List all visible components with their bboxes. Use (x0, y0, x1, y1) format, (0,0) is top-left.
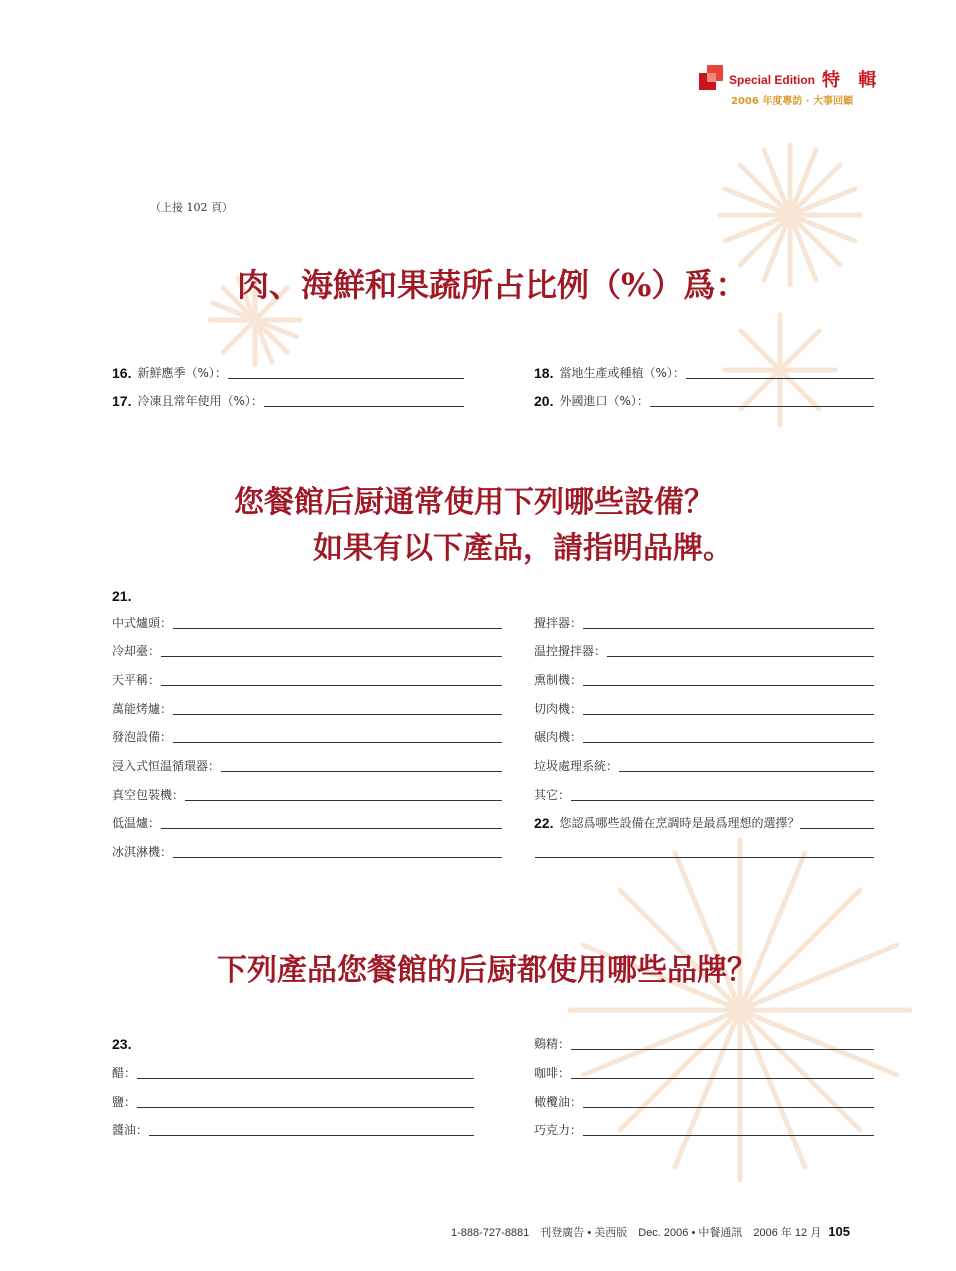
answer-line[interactable] (173, 628, 502, 629)
field-label: 碾肉機： (534, 730, 583, 744)
section3-title: 下列產品您餐館的后厨都使用哪些品牌？ (217, 953, 757, 988)
field-label: 冷却臺： (112, 644, 161, 658)
field-brand[interactable] (534, 1034, 874, 1052)
section2-title-line1: 您餐館后厨通常使用下列哪些設備？ (234, 485, 714, 520)
answer-line[interactable] (149, 1135, 474, 1136)
field-equipment[interactable] (534, 641, 874, 659)
answer-line[interactable] (137, 1107, 474, 1108)
field-label: 中式爐頭： (112, 616, 173, 630)
field-equipment[interactable] (112, 813, 502, 831)
field-label: 真空包裝機： (112, 788, 185, 802)
answer-line[interactable] (221, 771, 502, 772)
field-label: 低温爐： (112, 816, 161, 830)
field-label: 冷凍且常年使用（%）： (137, 394, 263, 408)
answer-line[interactable] (161, 656, 502, 657)
question-number: 20. (534, 393, 554, 409)
field-brand[interactable] (534, 1120, 874, 1138)
field-q16[interactable] (112, 363, 464, 381)
field-q18[interactable] (534, 363, 874, 381)
field-label: 天平稱： (112, 673, 161, 687)
answer-line[interactable] (800, 828, 874, 829)
field-label: 醬油： (112, 1123, 149, 1137)
special-edition-logo-icon (699, 65, 725, 91)
field-equipment[interactable] (112, 727, 502, 745)
field-label: 攪拌器： (534, 616, 583, 630)
question-number: 17. (112, 393, 132, 409)
edition-subtitle: 2006 年度專訪 · 大事回顧 (731, 96, 854, 107)
field-label: 發泡設備： (112, 730, 173, 744)
field-equipment[interactable] (112, 756, 502, 774)
field-label: 醋： (112, 1066, 137, 1080)
field-label: 萬能烤爐： (112, 702, 173, 716)
field-equipment[interactable] (534, 785, 874, 803)
field-equipment[interactable] (534, 670, 874, 688)
field-label: 新鮮應季（%）： (137, 366, 227, 380)
field-equipment[interactable] (534, 699, 874, 717)
field-label: 您認爲哪些設備在烹調時是最爲理想的選擇？ (559, 816, 800, 830)
answer-line[interactable] (173, 857, 502, 858)
answer-line[interactable] (607, 656, 874, 657)
answer-line[interactable] (583, 714, 874, 715)
field-label: 巧克力： (534, 1123, 583, 1137)
continued-note: （上接 102 頁） (150, 201, 233, 214)
field-label: 浸入式恒温循環器： (112, 759, 221, 773)
section1-title: 肉、海鮮和果蔬所占比例（%）爲： (237, 266, 748, 304)
field-label: 橄欖油： (534, 1095, 583, 1109)
question-number: 16. (112, 365, 132, 381)
answer-line[interactable] (583, 685, 874, 686)
answer-line[interactable] (535, 857, 874, 858)
answer-line[interactable] (173, 742, 502, 743)
field-q22-continued[interactable] (534, 842, 874, 860)
answer-line[interactable] (264, 406, 464, 407)
field-label: 温控攪拌器： (534, 644, 607, 658)
footer-text: 1-888-727-8881 刊登廣告 • 美西版 Dec. 2006 • 中餐通訊 2006 年 12 月 (451, 1227, 822, 1239)
answer-line[interactable] (650, 406, 874, 407)
answer-line[interactable] (228, 378, 464, 379)
field-equipment[interactable] (112, 785, 502, 803)
field-brand[interactable] (112, 1092, 474, 1110)
answer-line[interactable] (571, 1049, 874, 1050)
field-equipment[interactable] (534, 613, 874, 631)
answer-line[interactable] (583, 1107, 874, 1108)
field-label: 鹽： (112, 1095, 137, 1109)
field-equipment[interactable] (534, 756, 874, 774)
field-label: 咖啡： (534, 1066, 571, 1080)
answer-line[interactable] (583, 628, 874, 629)
field-label: 鷄精： (534, 1037, 571, 1051)
field-label: 外國進口（%）： (559, 394, 649, 408)
field-brand[interactable] (534, 1092, 874, 1110)
answer-line[interactable] (571, 1078, 874, 1079)
answer-line[interactable] (185, 800, 502, 801)
field-equipment[interactable] (112, 670, 502, 688)
field-q20[interactable] (534, 391, 874, 409)
question-number: 18. (534, 365, 554, 381)
question-number-21: 21. (112, 588, 132, 604)
answer-line[interactable] (137, 1078, 474, 1079)
field-equipment[interactable] (534, 727, 874, 745)
answer-line[interactable] (571, 800, 874, 801)
edition-label-en: Special Edition (729, 73, 816, 87)
question-number-23: 23. (112, 1036, 132, 1052)
field-equipment[interactable] (112, 699, 502, 717)
question-number: 22. (534, 815, 554, 831)
field-q22[interactable] (534, 813, 874, 831)
edition-label-zh: 特 輯 (822, 70, 883, 91)
field-brand[interactable] (112, 1063, 474, 1081)
field-equipment[interactable] (112, 842, 502, 860)
page-footer (451, 1224, 850, 1240)
answer-line[interactable] (583, 1135, 874, 1136)
field-label: 冰淇淋機： (112, 845, 173, 859)
field-label: 熏制機： (534, 673, 583, 687)
field-label: 垃圾處理系統： (534, 759, 619, 773)
field-equipment[interactable] (112, 641, 502, 659)
answer-line[interactable] (173, 714, 502, 715)
field-label: 切肉機： (534, 702, 583, 716)
field-label: 當地生產或種植（%）： (559, 366, 685, 380)
answer-line[interactable] (161, 828, 502, 829)
answer-line[interactable] (619, 771, 874, 772)
field-equipment[interactable] (112, 613, 502, 631)
field-label: 其它： (534, 788, 571, 802)
answer-line[interactable] (161, 685, 502, 686)
section2-title-line2: 如果有以下產品，請指明品牌。 (313, 531, 733, 566)
page-number: 105 (828, 1224, 850, 1239)
answer-line[interactable] (686, 378, 874, 379)
field-brand[interactable] (112, 1120, 474, 1138)
field-brand[interactable] (534, 1063, 874, 1081)
answer-line[interactable] (583, 742, 874, 743)
field-q17[interactable] (112, 391, 464, 409)
